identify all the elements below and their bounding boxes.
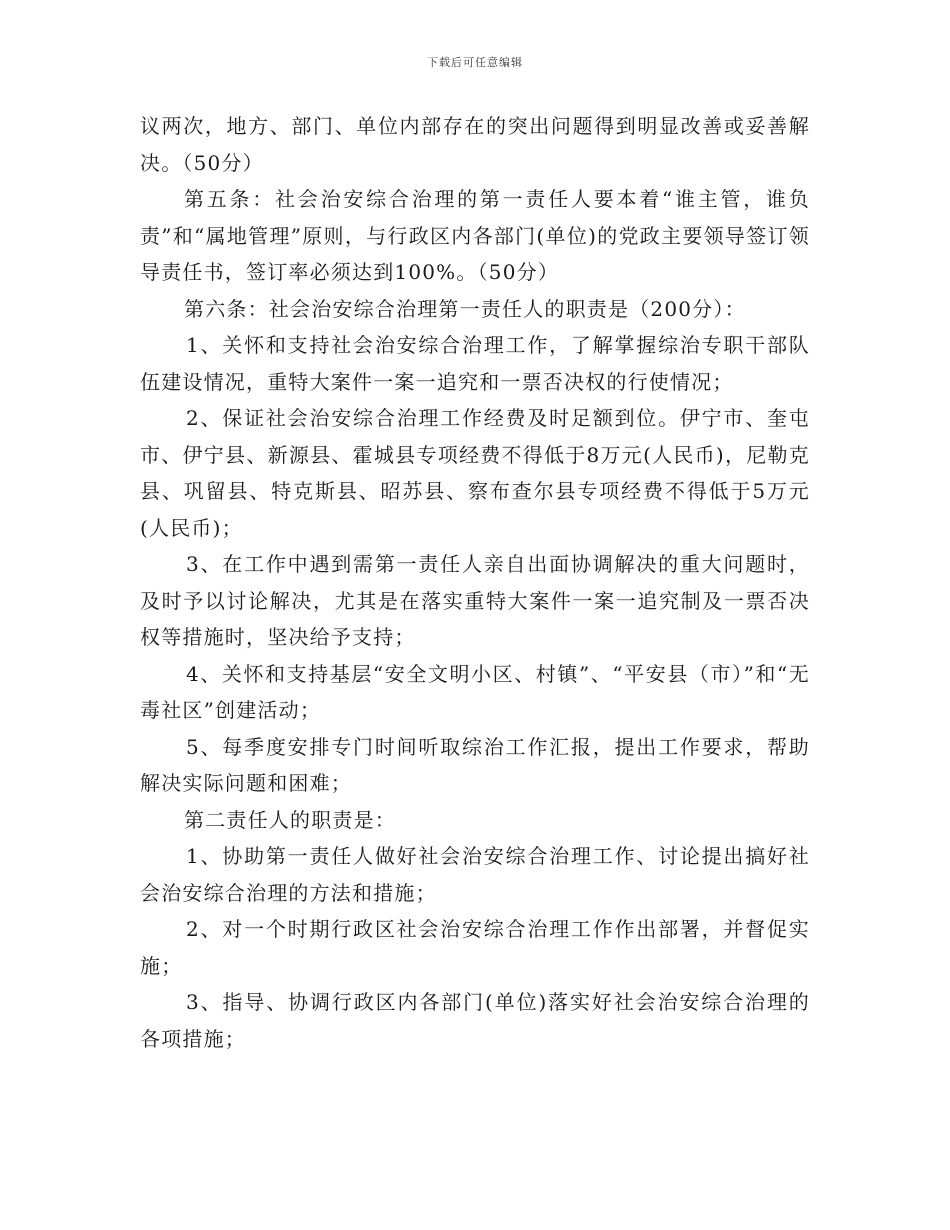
paragraph-second-duty-3: 3、指导、协调行政区内各部门(单位)落实好社会治安综合治理的各项措施； [140, 990, 810, 1051]
paragraph-second-responsible: 第二责任人的职责是： [184, 807, 396, 832]
paragraph-second-duty-2: 2、对一个时期行政区社会治安综合治理工作作出部署，并督促实施； [140, 917, 810, 978]
page-header: 下载后可任意编辑 [427, 56, 523, 69]
document-body [140, 108, 810, 1057]
paragraph-duty-3: 3、在工作中遇到需第一责任人亲自出面协调解决的重大问题时，及时予以讨论解决，尤其是在落实重特大案件一案一追究制及一票否决权等措施时，坚决给予支持； [140, 552, 810, 649]
paragraph-article-5: 第五条：社会治安综合治理的第一责任人要本着“谁主管，谁负责”和“属地管理”原则，与行政区内各部门(单位)的党政主要领导签订领导责任书，签订率必须达到100%。（50分） [140, 187, 810, 284]
paragraph-duty-1: 1、关怀和支持社会治安综合治理工作，了解掌握综治专职干部队伍建设情况，重特大案件一案一追究和一票否决权的行使情况； [140, 333, 810, 394]
paragraph-article-6: 第六条：社会治安综合治理第一责任人的职责是（200分）： [184, 296, 746, 321]
paragraph-second-duty-1: 1、协助第一责任人做好社会治安综合治理工作、讨论提出搞好社会治安综合治理的方法和措施； [140, 844, 810, 905]
paragraph-duty-5: 5、每季度安排专门时间听取综治工作汇报，提出工作要求，帮助解决实际问题和困难； [140, 734, 810, 795]
paragraph-continuation: 议两次，地方、部门、单位内部存在的突出问题得到明显改善或妥善解决。（50分） [140, 114, 810, 175]
paragraph-duty-4: 4、关怀和支持基层“安全文明小区、村镇”、“平安县（市）”和“无毒社区”创建活动； [140, 661, 810, 722]
paragraph-duty-2: 2、保证社会治安综合治理工作经费及时足额到位。伊宁市、奎屯市、伊宁县、新源县、霍城县专项经费不得低于8万元(人民币)，尼勒克县、巩留县、特克斯县、昭苏县、察布查尔县专项经费不得低于5万元(人民币)； [140, 406, 810, 540]
